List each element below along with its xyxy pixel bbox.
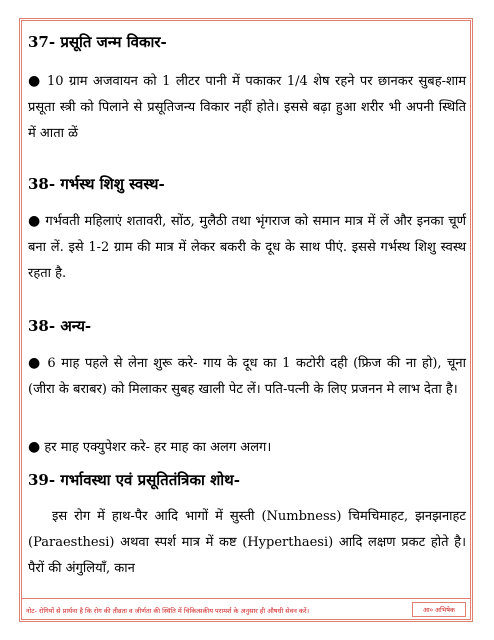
section-39-heading: 39- गर्भावस्था एवं प्रसूतितंत्रिका शोथ-: [28, 471, 240, 489]
bullet-icon: ●: [28, 355, 42, 371]
page-footer: [22, 598, 470, 618]
section-38b-text: 6 माह पहले से लेना शुरू करे- गाय के दूध का 1 कटोरी दही (फ्रिज की ना हो), चूना (जीरा के बराबर) को मिलाकर सुबह खाली पेट लें। पति-पत्नी के लिए प्रजनन मे लाभ देता है।: [28, 356, 467, 397]
section-38b-heading: 38- अन्य-: [28, 317, 92, 335]
section-39-body: इस रोग में हाथ-पैर आदि भागों में सुस्ती (Numbness) चिमचिमाहट, झनझनाहट (Paraesthesi) अथवा स्पर्श मात्र में कष्ट (Hyperthaesi) आदि लक्षण प्रकट होते है। पैरों की अंगुलियाँ, कान: [28, 509, 466, 576]
section-37-body: [28, 68, 466, 147]
bullet-icon: ●: [28, 213, 41, 229]
section-38a-body: [28, 208, 466, 287]
section-38b-text-2: हर माह एक्युपेशर करे- हर माह का अलग अलग।: [44, 440, 272, 455]
section-38b-body-2: [28, 434, 271, 461]
section-37-heading: 37- प्रसूति जन्म विकार-: [28, 33, 167, 51]
section-37-text: 10 ग्राम अजवायन को 1 लीटर पानी में पकाकर 1/4 शेष रहने पर छानकर सुबह-शाम प्रसूता स्त्री को पिलाने से प्रसूतिजन्य विकार नहीं होते। इससे बढ़ा हुआ शरीर भी अपनी स्थिति में आता ळें: [28, 74, 466, 141]
footer-note: नोट- रोगियों से प्रार्थना है कि रोग की तीव्रता व जीर्णता की स्थिति में चिकित्सकीय परामर्श के अनुसार ही औषधी सेवन करें।: [26, 607, 310, 615]
section-38a-heading: 38- गर्भस्थ शिशु स्वस्थ-: [28, 175, 165, 193]
bullet-icon: ●: [28, 439, 41, 455]
bullet-icon: ●: [28, 73, 42, 89]
section-38a-text: गर्भवती महिलाएं शतावरी, सोंठ, मुलैठी तथा भृंगराज को समान मात्र में लें और इनका चूर्ण बना लें. इसे 1-2 ग्राम की मात्र में लेकर बकरी के दूध के साथ पीएं. इससे गर्भस्थ शिशु स्वस्थ रहता है.: [28, 214, 467, 281]
footer-signature: आ० अभिषेक: [412, 602, 466, 617]
section-38b-body: [28, 350, 466, 403]
